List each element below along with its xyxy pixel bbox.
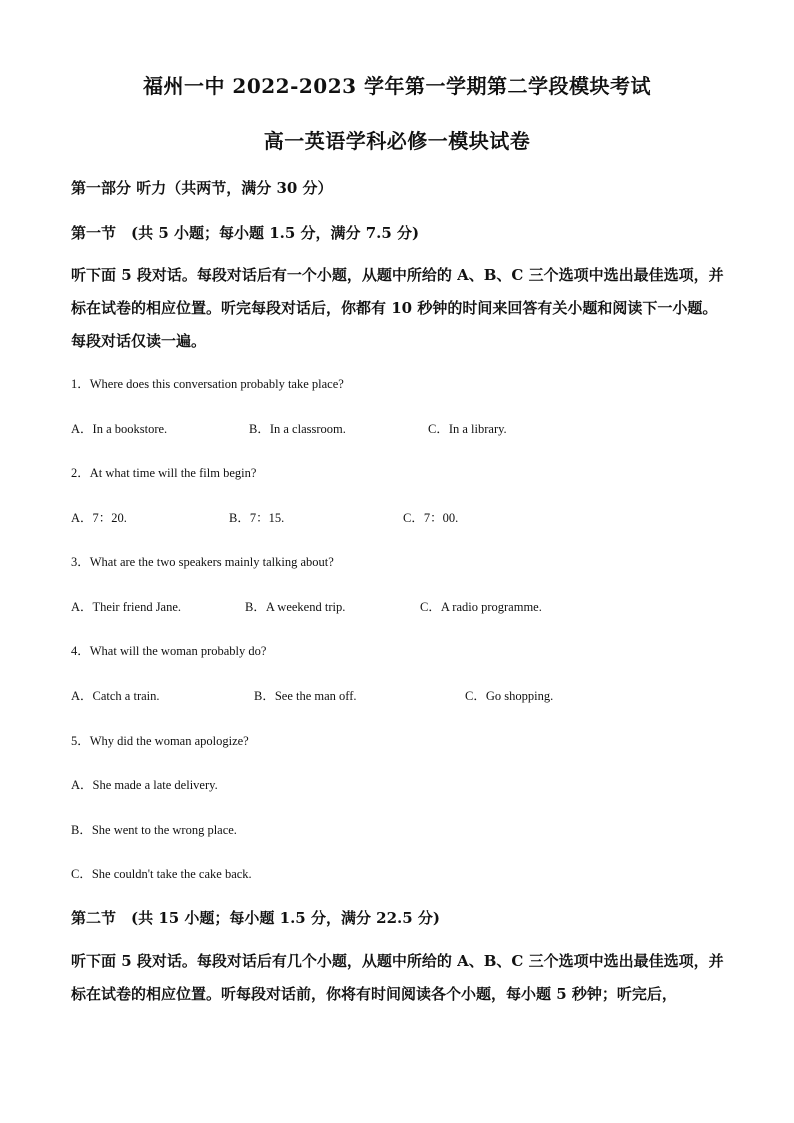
section1-heading: 第一节 (共 5 小题；每小题 1.5 分，满分 7.5 分) [71, 224, 420, 242]
question-3-option-a: A．Their friend Jane. [71, 600, 182, 614]
question-4-stem: 4．What will the woman probably do? [71, 644, 267, 658]
question-5-option-b: B．She went to the wrong place. [71, 823, 237, 837]
question-1-stem: 1．Where does this conversation probably take place? [71, 377, 344, 391]
question-1-option-a: A．In a bookstore. [71, 422, 168, 436]
section1-instructions: 听下面 5 段对话。每段对话后有一个小题，从题中所给的 A、B、C 三个选项中选出最佳选项，并标在试卷的相应位置。听完每段对话后，你都有 10 秒钟的时间来回答有关小题和阅读下一小题。每段对话仅读一遍。 [71, 266, 724, 350]
question-1-option-b: B．In a classroom. [249, 422, 346, 436]
question-2-option-b: B．7：15. [229, 511, 285, 525]
question-2-option-c: C．7：00. [403, 511, 459, 525]
question-3-stem: 3．What are the two speakers mainly talking about? [71, 555, 334, 569]
question-5-stem: 5．Why did the woman apologize? [71, 734, 249, 748]
question-3-option-b: B．A weekend trip. [245, 600, 346, 614]
question-2-option-a: A．7：20. [71, 511, 127, 525]
exam-title: 福州一中 2022-2023 学年第一学期第二学段模块考试 [142, 74, 652, 98]
question-3-option-c: C．A radio programme. [420, 600, 542, 614]
question-4-option-c: C．Go shopping. [465, 689, 554, 703]
question-2-stem: 2．At what time will the film begin? [71, 466, 257, 480]
question-5-option-a: A．She made a late delivery. [71, 778, 218, 792]
part1-heading: 第一部分 听力（共两节，满分 30 分） [71, 179, 333, 197]
question-5-option-c: C．She couldn't take the cake back. [71, 867, 252, 881]
exam-subtitle: 高一英语学科必修一模块试卷 [263, 129, 531, 153]
section2-heading: 第二节 (共 15 小题；每小题 1.5 分，满分 22.5 分) [71, 909, 441, 927]
question-1-option-c: C．In a library. [428, 422, 507, 436]
question-4-option-b: B．See the man off. [254, 689, 357, 703]
question-4-option-a: A．Catch a train. [71, 689, 160, 703]
section2-instructions: 听下面 5 段对话。每段对话后有几个小题，从题中所给的 A、B、C 三个选项中选出最佳选项，并标在试卷的相应位置。听每段对话前，你将有时间阅读各个小题，每小题 5 秒钟；听完后， [71, 952, 724, 1003]
